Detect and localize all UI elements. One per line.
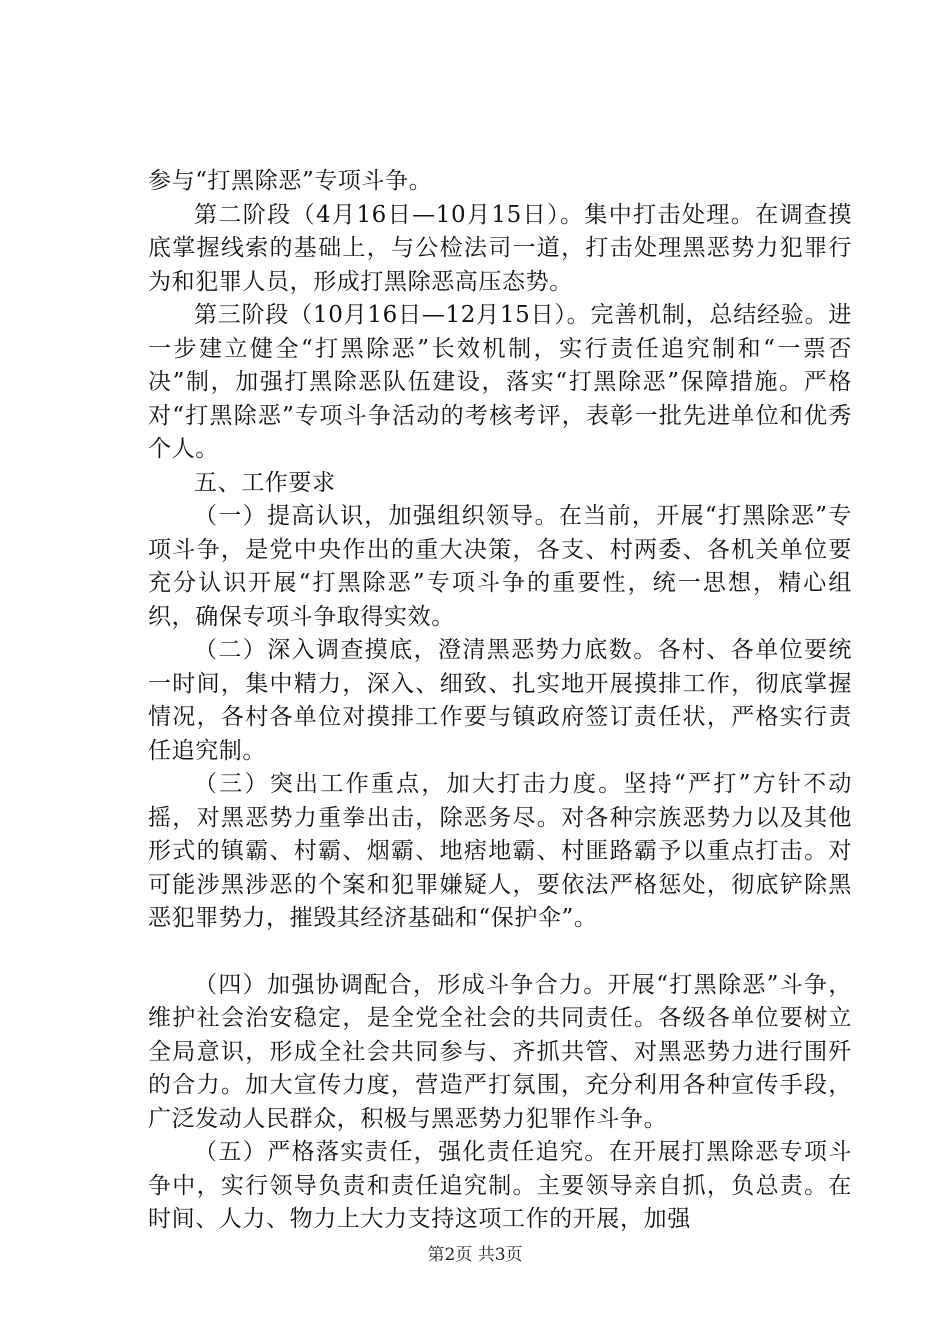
paragraph-requirement-two: （二）深入调查摸底，澄清黑恶势力底数。各村、各单位要统一时间，集中精力，深入、细致、扎实地开展摸排工作，彻底掌握情况，各村各单位对摸排工作要与镇政府签订责任状，严格实行责任追究制。: [148, 637, 852, 764]
section-heading-work-requirements: 五、工作要求: [194, 469, 336, 496]
paragraph-requirement-four: （四）加强协调配合，形成斗争合力。开展“打黑除恶”斗争，维护社会治安稳定，是全党全社会的共同责任。各级各单位要树立全局意识，形成全社会共同参与、齐抓共管、对黑恶势力进行围歼的合力。加大宣传力度，营造严打氛围，充分利用各种宣传手段，广泛发动人民群众，积极与黑恶势力犯罪作斗争。: [148, 971, 852, 1132]
paragraph-stage-two: 第二阶段（4月16日—10月15日）。集中打击处理。在调查摸底掌握线索的基础上，与公检法司一道，打击处理黑恶势力犯罪行为和犯罪人员，形成打黑除恶高压态势。: [148, 201, 852, 295]
paragraph-requirement-three: （三）突出工作重点，加大打击力度。坚持“严打”方针不动摇，对黑恶势力重拳出击，除恶务尽。对各种宗族恶势力以及其他形式的镇霸、村霸、烟霸、地痞地霸、村匪路霸予以重点打击。对可能涉黑涉恶的个案和犯罪嫌疑人，要依法严格惩处，彻底铲除黑恶犯罪势力，摧毁其经济基础和“保护伞”。: [148, 771, 852, 931]
paragraph-requirement-one: （一）提高认识，加强组织领导。在当前，开展“打黑除恶”专项斗争，是党中央作出的重大决策，各支、村两委、各机关单位要充分认识开展“打黑除恶”专项斗争的重要性，统一思想，精心组织，确保专项斗争取得实效。: [148, 503, 852, 630]
paragraph-stage-three: 第三阶段（10月16日—12月15日）。完善机制，总结经验。进一步建立健全“打黑除恶”长效机制，实行责任追究制和“一票否决”制，加强打黑除恶队伍建设，落实“打黑除恶”保障措施。严格对“打黑除恶”专项斗争活动的考核考评，表彰一批先进单位和优秀个人。: [148, 302, 852, 462]
paragraph-continuation: 参与“打黑除恶”专项斗争。: [148, 168, 433, 194]
page-footer: 第2页 共3页: [427, 1245, 523, 1265]
document-body: [148, 165, 852, 1237]
paragraph-requirement-five: （五）严格落实责任，强化责任追究。在开展打黑除恶专项斗争中，实行领导负责和责任追究制。主要领导亲自抓，负总责。在时间、人力、物力上大力支持这项工作的开展，加强: [148, 1139, 852, 1232]
